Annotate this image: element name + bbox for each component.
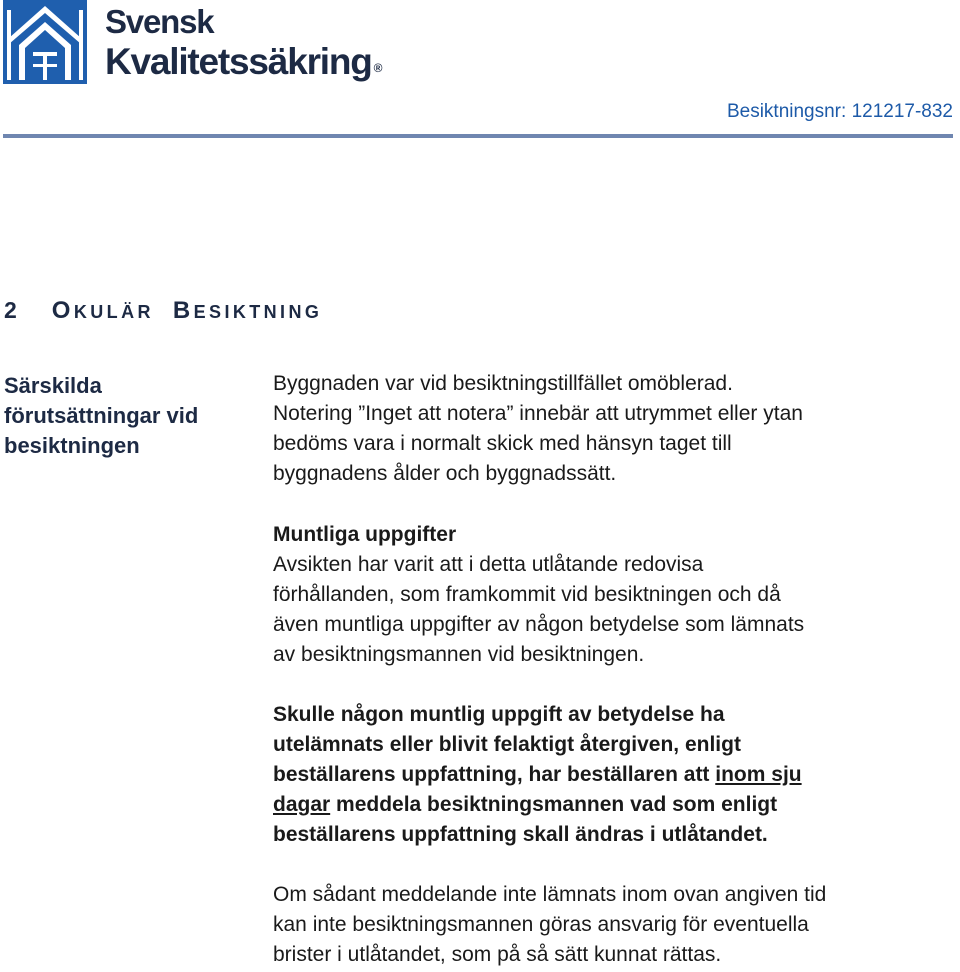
header-divider (3, 134, 953, 138)
text-segment: beställarens uppfattning, har beställaren att (273, 763, 716, 786)
paragraph-correction-notice (273, 700, 960, 850)
subheading-verbal-information: Muntliga uppgifter (273, 523, 457, 546)
section-name-rest-1: KULÄR (73, 302, 154, 322)
sidebar-heading (4, 371, 254, 461)
section-number: 2 (4, 297, 17, 323)
logo-text-line2-label: Kvalitetssäkring (105, 41, 372, 82)
text-line (273, 790, 960, 820)
sidebar-heading-line: förutsättningar vid (4, 403, 199, 428)
deadline-underlined-text: inom sju (715, 763, 802, 786)
text-line: Byggnaden var vid besiktningstillfället omöblerad. (273, 372, 733, 395)
section-name (52, 297, 322, 326)
text-line: brister i utlåtandet, som på så sätt kunnat rättas. (273, 943, 722, 966)
text-segment: meddela besiktningsmannen vad som enligt (330, 793, 778, 816)
sidebar-heading-line: Särskilda (4, 373, 102, 398)
text-line: förhållanden, som framkommit vid besiktningen och då (273, 583, 781, 606)
inspection-number: Besiktningsnr: 121217-832 (726, 101, 953, 122)
text-line: Notering ”Inget att notera” innebär att utrymmet eller ytan (273, 402, 803, 425)
text-line: Skulle någon muntlig uppgift av betydelse ha (273, 703, 725, 726)
text-line: Om sådant meddelande inte lämnats inom ovan angiven tid (273, 883, 827, 906)
text-line: beställarens uppfattning skall ändras i utlåtandet. (273, 823, 768, 846)
text-line: bedöms vara i normalt skick med hänsyn taget till (273, 432, 732, 455)
text-line: av besiktningsmannen vid besiktningen. (273, 643, 645, 666)
text-line: kan inte besiktningsmannen göras ansvarig för eventuella (273, 913, 809, 936)
section-name-initial-1: O (51, 297, 74, 324)
paragraph-conditions (273, 369, 960, 489)
paragraph-verbal-information (273, 520, 960, 670)
logo-text-line2 (105, 42, 381, 82)
text-line (273, 760, 960, 790)
text-line: byggnadens ålder och byggnadssätt. (273, 462, 617, 485)
text-line: även muntliga uppgifter av någon betydelse som lämnats (273, 613, 805, 636)
logo-text-line1: Svensk (105, 3, 214, 40)
section-title (4, 296, 322, 326)
deadline-underlined-text: dagar (273, 793, 331, 816)
section-name-initial-2: B (172, 297, 194, 324)
paragraph-liability (273, 880, 960, 970)
section-name-rest-2: ESIKTNING (193, 302, 323, 322)
text-line: utelämnats eller blivit felaktigt återgiven, enligt (273, 733, 741, 756)
registered-mark: ® (373, 61, 383, 75)
text-line: Avsikten har varit att i detta utlåtande redovisa (273, 553, 704, 576)
house-logo-icon (3, 0, 87, 84)
sidebar-heading-line: besiktningen (4, 433, 140, 458)
